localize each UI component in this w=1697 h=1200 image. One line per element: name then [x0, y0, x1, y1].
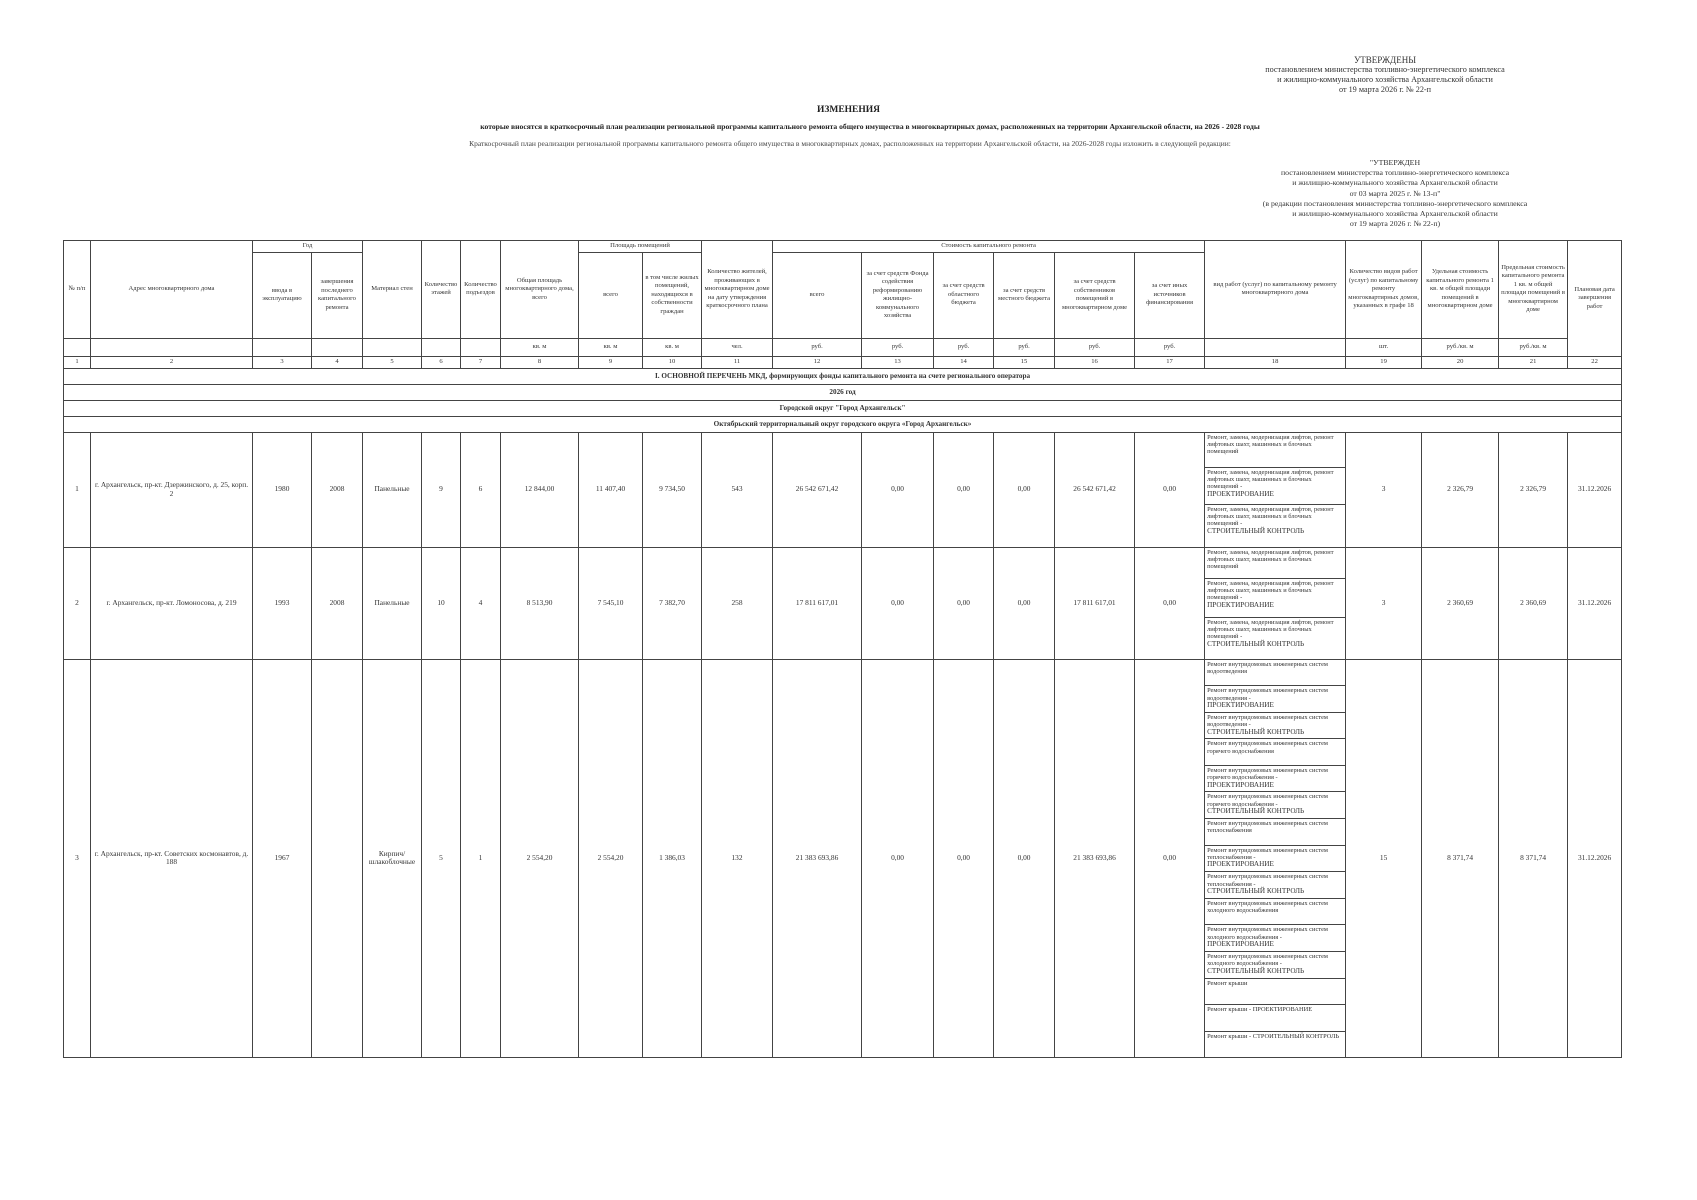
col-number: 7 [461, 356, 501, 368]
col-number: 6 [422, 356, 461, 368]
hdr-cost-local: за счет средств местного бюджета [994, 252, 1055, 338]
unit-rub-m2: руб./кв. м [1499, 338, 1568, 356]
work-text: Ремонт, замена, модернизация лифтов, ремонт лифтовых шахт, машинных и блочных помещений - [1207, 505, 1334, 528]
unit-cell [422, 338, 461, 356]
work-stage: ПРОЕКТИРОВАНИЕ [1207, 940, 1274, 949]
cell-work-type [1205, 686, 1346, 713]
unit-cell [461, 338, 501, 356]
cell-cost-local: 0,00 [994, 547, 1055, 659]
work-text: Ремонт внутридомовых инженерных систем теплоснабжения - [1207, 846, 1328, 862]
cell-residents: 258 [702, 547, 773, 659]
hdr-limit-cost: Предельная стоимость капитального ремонта 1 кв. м общей площади помещений в многоквартирном доме [1499, 241, 1568, 339]
col-number: 19 [1346, 356, 1422, 368]
work-text: Ремонт внутридомовых инженерных систем горячего водоснабжения - [1207, 766, 1328, 782]
work-text: Ремонт крыши [1207, 979, 1248, 987]
cell-work-type [1205, 845, 1346, 872]
hdr-material: Материал стен [363, 241, 422, 339]
cell-cost-other: 0,00 [1135, 659, 1205, 1058]
unit-rub: руб. [1055, 338, 1135, 356]
hdr-year: Год [253, 241, 363, 253]
cell-work-type [1205, 712, 1346, 739]
hdr-unit-cost: Удельная стоимость капитального ремонта 1 кв. м общей площади помещений в многоквартирном доме [1422, 241, 1499, 339]
unit-rub-m2: руб./кв. м [1422, 338, 1499, 356]
cell-cost-other: 0,00 [1135, 547, 1205, 659]
hdr-year-last: завершения последнего капитального ремонта [312, 252, 363, 338]
work-stage: СТРОИТЕЛЬНЫЙ КОНТРОЛЬ [1207, 966, 1305, 975]
cell-premises-all: 7 545,10 [579, 547, 643, 659]
repair-plan-table [63, 240, 1622, 1058]
approval-line: от 19 марта 2026 г. № 22-п [1338, 85, 1432, 94]
cell-work-count: 15 [1346, 659, 1422, 1058]
hdr-floors: Количество этажей [422, 241, 461, 339]
cell-work-type [1205, 1005, 1346, 1032]
cell-work-type [1205, 504, 1346, 547]
cell-premises-all: 2 554,20 [579, 659, 643, 1058]
approval-line: и жилищно-коммунального хозяйства Архангельской области [1292, 209, 1498, 219]
work-text: Ремонт внутридомовых инженерных систем водоотведения - [1207, 713, 1328, 729]
document-note: Краткосрочный план реализации региональной программы капитального ремонта общего имущества в многоквартирных домах, расположенных на территории Архангельской области, на 2026-2028 годы изложить в следующей редакции: [469, 139, 1231, 148]
unit-m2: кв. м [579, 338, 643, 356]
work-text: Ремонт, замена, модернизация лифтов, ремонт лифтовых шахт, машинных и блочных помещений [1207, 548, 1334, 571]
work-text: Ремонт внутридомовых инженерных систем теплоснабжения [1207, 820, 1328, 835]
cell-work-type [1205, 819, 1346, 846]
hdr-residents: Количество жителей, проживающих в многоквартирном доме на дату утверждения краткосрочного плана [702, 241, 773, 339]
unit-people: чел. [702, 338, 773, 356]
work-text: Ремонт внутридомовых инженерных систем теплоснабжения - [1207, 873, 1328, 888]
cell-premises-owned: 9 734,50 [643, 432, 702, 547]
house-rows [64, 432, 1622, 1058]
cell-work-type [1205, 978, 1346, 1005]
hdr-premises-owned: в том числе жилых помещений, находящихся в собственности граждан [643, 252, 702, 338]
unit-m2: кв. м [501, 338, 579, 356]
cell-cost-fund: 0,00 [862, 432, 934, 547]
hdr-cost-region: за счет средств областного бюджета [934, 252, 994, 338]
cell-material: Панельные [363, 547, 422, 659]
hdr-cost: Стоимость капитального ремонта [773, 241, 1205, 253]
work-text: Ремонт внутридомовых инженерных систем холодного водоснабжения [1207, 899, 1328, 915]
hdr-work-count: Количество видов работ (услуг) по капитальному ремонту многоквартирных домов, указанных в графе 18 [1346, 241, 1422, 339]
hdr-cost-owners: за счет средств собственников помещений в многоквартирном доме [1055, 252, 1135, 338]
col-number: 2 [91, 356, 253, 368]
work-stage: СТРОИТЕЛЬНЫЙ КОНТРОЛЬ [1207, 807, 1305, 816]
section-city: Городской округ "Город Архангельск" [64, 400, 1622, 416]
unit-cell [1205, 338, 1346, 356]
unit-cell [91, 338, 253, 356]
col-number: 17 [1135, 356, 1205, 368]
col-number: 13 [862, 356, 934, 368]
cell-premises-owned: 7 382,70 [643, 547, 702, 659]
cell-work-type [1205, 1031, 1346, 1058]
unit-rub: руб. [862, 338, 934, 356]
cell-work-type [1205, 872, 1346, 899]
cell-work-type [1205, 952, 1346, 979]
cell-work-type [1205, 467, 1346, 504]
cell-entrances: 1 [461, 659, 501, 1058]
work-text: Ремонт внутридомовых инженерных систем холодного водоснабжения - [1207, 926, 1328, 941]
cell-address: г. Архангельск, пр-кт. Ломоносова, д. 219 [91, 547, 253, 659]
work-stage: ПРОЕКТИРОВАНИЕ [1207, 489, 1274, 498]
table-row [64, 432, 1622, 467]
hdr-cost-all: всего [773, 252, 862, 338]
cell-num: 2 [64, 547, 91, 659]
cell-num: 3 [64, 659, 91, 1058]
unit-m2: кв. м [643, 338, 702, 356]
approval-line: постановлением министерства топливно-энергетического комплекса [1265, 65, 1505, 74]
cell-planned-date: 31.12.2026 [1568, 659, 1622, 1058]
cell-num: 1 [64, 432, 91, 547]
col-number: 14 [934, 356, 994, 368]
work-stage: ПРОЕКТИРОВАНИЕ [1207, 600, 1274, 609]
approval-line: и жилищно-коммунального хозяйства Архангельской области [1277, 75, 1493, 84]
work-text: Ремонт, замена, модернизация лифтов, ремонт лифтовых шахт, машинных и блочных помещений - [1207, 468, 1334, 491]
col-number: 5 [363, 356, 422, 368]
cell-limit-cost: 2 326,79 [1499, 432, 1568, 547]
col-number: 10 [643, 356, 702, 368]
section-main-list: I. ОСНОВНОЙ ПЕРЕЧЕНЬ МКД, формирующих фонды капитального ремонта на счете регионального оператора [64, 368, 1622, 384]
cell-planned-date: 31.12.2026 [1568, 432, 1622, 547]
cell-floors: 9 [422, 432, 461, 547]
hdr-entrances: Количество подъездов [461, 241, 501, 339]
approval-title: "УТВЕРЖДЕН [1369, 158, 1421, 167]
approval-line: от 19 марта 2026 г. № 22-п) [1349, 219, 1441, 229]
cell-unit-cost: 8 371,74 [1422, 659, 1499, 1058]
approval-stamp-plan [1230, 158, 1560, 229]
cell-work-type [1205, 547, 1346, 578]
work-stage: СТРОИТЕЛЬНЫЙ КОНТРОЛЬ [1207, 526, 1305, 535]
cell-floors: 5 [422, 659, 461, 1058]
work-stage: СТРОИТЕЛЬНЫЙ КОНТРОЛЬ [1207, 887, 1305, 896]
unit-cell [363, 338, 422, 356]
cell-residents: 543 [702, 432, 773, 547]
cell-work-count: 3 [1346, 432, 1422, 547]
table-row [64, 547, 1622, 578]
col-number: 20 [1422, 356, 1499, 368]
cell-work-type [1205, 765, 1346, 792]
cell-planned-date: 31.12.2026 [1568, 547, 1622, 659]
cell-work-type [1205, 739, 1346, 766]
cell-floors: 10 [422, 547, 461, 659]
col-number: 11 [702, 356, 773, 368]
col-number: 1 [64, 356, 91, 368]
cell-residents: 132 [702, 659, 773, 1058]
cell-year-in: 1967 [253, 659, 312, 1058]
cell-cost-region: 0,00 [934, 659, 994, 1058]
section-district: Октябрьский территориальный округ городского округа «Город Архангельск» [64, 416, 1622, 432]
unit-rub: руб. [934, 338, 994, 356]
cell-cost-all: 17 811 617,01 [773, 547, 862, 659]
col-number: 16 [1055, 356, 1135, 368]
hdr-premises-area: Площадь помещений [579, 241, 702, 253]
work-text: Ремонт внутридомовых инженерных систем водоотведения - [1207, 687, 1328, 702]
work-stage: ПРОЕКТИРОВАНИЕ [1207, 780, 1274, 789]
col-number: 9 [579, 356, 643, 368]
hdr-num: № п/п [64, 241, 91, 339]
work-text: Ремонт внутридомовых инженерных систем горячего водоснабжения - [1207, 793, 1328, 808]
unit-cell [64, 338, 91, 356]
hdr-year-in: ввода в эксплуатацию [253, 252, 312, 338]
col-number: 18 [1205, 356, 1346, 368]
cell-total-area: 8 513,90 [501, 547, 579, 659]
work-text: Ремонт крыши - ПРОЕКТИРОВАНИЕ [1207, 1006, 1313, 1014]
work-text: Ремонт, замена, модернизация лифтов, ремонт лифтовых шахт, машинных и блочных помещений [1207, 433, 1334, 456]
unit-rub: руб. [1135, 338, 1205, 356]
cell-cost-owners: 26 542 671,42 [1055, 432, 1135, 547]
cell-year-in: 1993 [253, 547, 312, 659]
cell-cost-fund: 0,00 [862, 547, 934, 659]
cell-cost-all: 21 383 693,86 [773, 659, 862, 1058]
table-row [64, 659, 1622, 686]
cell-total-area: 12 844,00 [501, 432, 579, 547]
cell-cost-owners: 17 811 617,01 [1055, 547, 1135, 659]
hdr-address: Адрес многоквартирного дома [91, 241, 253, 339]
unit-rub: руб. [773, 338, 862, 356]
cell-cost-local: 0,00 [994, 659, 1055, 1058]
cell-work-type [1205, 792, 1346, 819]
cell-premises-all: 11 407,40 [579, 432, 643, 547]
cell-entrances: 6 [461, 432, 501, 547]
work-stage: СТРОИТЕЛЬНЫЙ КОНТРОЛЬ [1207, 639, 1305, 648]
cell-work-type [1205, 898, 1346, 925]
unit-cell [253, 338, 312, 356]
work-text: Ремонт внутридомовых инженерных систем горячего водоснабжения [1207, 740, 1328, 755]
cell-cost-fund: 0,00 [862, 659, 934, 1058]
col-number: 3 [253, 356, 312, 368]
cell-year-last: 2008 [312, 432, 363, 547]
work-text: Ремонт крыши - СТРОИТЕЛЬНЫЙ КОНТРОЛЬ [1207, 1032, 1340, 1040]
cell-cost-all: 26 542 671,42 [773, 432, 862, 547]
cell-material: Панельные [363, 432, 422, 547]
col-number: 22 [1568, 356, 1622, 368]
cell-premises-owned: 1 386,03 [643, 659, 702, 1058]
work-stage: ПРОЕКТИРОВАНИЕ [1207, 700, 1274, 709]
work-text: Ремонт, замена, модернизация лифтов, ремонт лифтовых шахт, машинных и блочных помещений - [1207, 579, 1334, 602]
hdr-premises-all: всего [579, 252, 643, 338]
cell-material: Кирпич/ шлакоблочные [363, 659, 422, 1058]
col-number: 8 [501, 356, 579, 368]
col-number: 15 [994, 356, 1055, 368]
cell-total-area: 2 554,20 [501, 659, 579, 1058]
cell-cost-region: 0,00 [934, 432, 994, 547]
cell-year-last: 2008 [312, 547, 363, 659]
hdr-work-type: вид работ (услуг) по капитальному ремонту многоквартирного дома [1205, 241, 1346, 339]
approval-line: от 03 марта 2025 г. № 13-п" [1349, 188, 1441, 198]
approval-line: (в редакции постановления министерства топливно-энергетического комплекса [1262, 198, 1528, 208]
cell-work-type [1205, 659, 1346, 686]
document-subtitle: которые вносятся в краткосрочный план реализации региональной программы капитального ремонта общего имущества в многоквартирных домах, расположенных на территории Архангельской области, на 2026 - 2028 годы [480, 122, 1260, 131]
unit-pcs: шт. [1346, 338, 1422, 356]
cell-cost-region: 0,00 [934, 547, 994, 659]
cell-limit-cost: 2 360,69 [1499, 547, 1568, 659]
work-stage: СТРОИТЕЛЬНЫЙ КОНТРОЛЬ [1207, 727, 1305, 736]
section-year: 2026 год [64, 384, 1622, 400]
cell-work-type [1205, 925, 1346, 952]
cell-cost-other: 0,00 [1135, 432, 1205, 547]
cell-address: г. Архангельск, пр-кт. Советских космонавтов, д. 188 [91, 659, 253, 1058]
cell-work-count: 3 [1346, 547, 1422, 659]
hdr-cost-other: за счет иных источников финансирования [1135, 252, 1205, 338]
unit-rub: руб. [994, 338, 1055, 356]
work-text: Ремонт, замена, модернизация лифтов, ремонт лифтовых шахт, машинных и блочных помещений - [1207, 618, 1334, 641]
work-text: Ремонт внутридомовых инженерных систем водоотведения [1207, 660, 1328, 675]
cell-year-in: 1980 [253, 432, 312, 547]
approval-title: УТВЕРЖДЕНЫ [1353, 55, 1417, 65]
document-title: ИЗМЕНЕНИЯ [816, 105, 881, 115]
col-number: 4 [312, 356, 363, 368]
hdr-cost-fund: за счет средств Фонда содействия реформированию жилищно-коммунального хозяйства [862, 252, 934, 338]
hdr-total-area: Общая площадь многоквартирного дома, всего [501, 241, 579, 339]
col-number: 12 [773, 356, 862, 368]
cell-unit-cost: 2 326,79 [1422, 432, 1499, 547]
cell-cost-local: 0,00 [994, 432, 1055, 547]
work-stage: ПРОЕКТИРОВАНИЕ [1207, 860, 1274, 869]
approval-line: и жилищно-коммунального хозяйства Архангельской области [1292, 178, 1498, 188]
cell-cost-owners: 21 383 693,86 [1055, 659, 1135, 1058]
cell-work-type [1205, 432, 1346, 467]
approval-line: постановлением министерства топливно-энергетического комплекса [1280, 168, 1510, 178]
cell-limit-cost: 8 371,74 [1499, 659, 1568, 1058]
cell-work-type [1205, 617, 1346, 659]
approval-stamp-top [1255, 55, 1515, 95]
work-text: Ремонт внутридомовых инженерных систем холодного водоснабжения - [1207, 953, 1328, 968]
cell-address: г. Архангельск, пр-кт. Дзержинского, д. 25, корп. 2 [91, 432, 253, 547]
cell-entrances: 4 [461, 547, 501, 659]
unit-cell [312, 338, 363, 356]
cell-work-type [1205, 578, 1346, 617]
hdr-planned-date: Плановая дата завершения работ [1568, 241, 1622, 357]
cell-unit-cost: 2 360,69 [1422, 547, 1499, 659]
cell-year-last [312, 659, 363, 1058]
col-number: 21 [1499, 356, 1568, 368]
